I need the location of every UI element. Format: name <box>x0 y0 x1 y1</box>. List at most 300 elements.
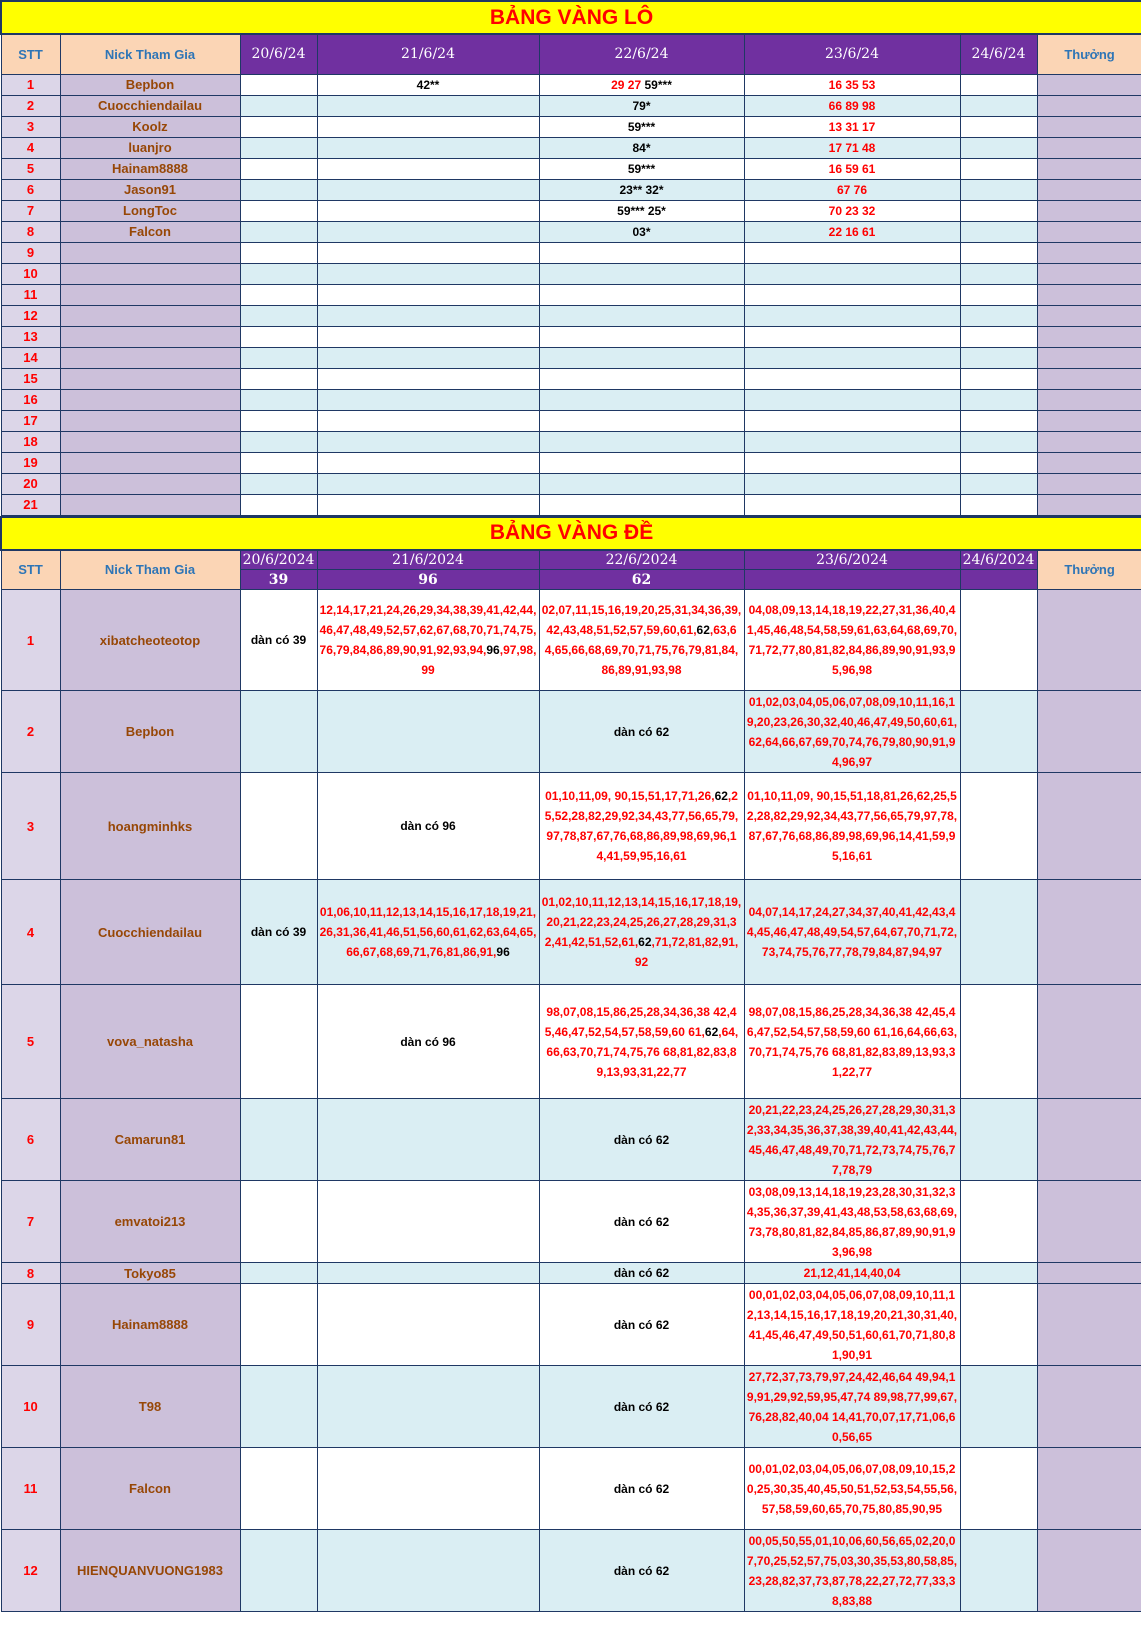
lo-header-date-3: 22/6/24 <box>539 34 744 74</box>
lo-row-stt: 4 <box>1 137 60 158</box>
de-row-date-1-cell <box>240 590 317 691</box>
de-row-thuong <box>1037 1284 1141 1366</box>
lo-row-date-5-cell <box>960 326 1037 347</box>
de-table <box>0 516 1141 1613</box>
lo-row-thuong <box>1037 284 1141 305</box>
lo-row-date-5-cell <box>960 431 1037 452</box>
lo-row-date-4-cell <box>744 137 960 158</box>
de-row-date-4-cell-text: 01,10,11,09, 90,15,51,18,81,26,62,25,52,28,82,29,92,34,43,77,56,65,79,97,78,87,67,76,68,86,89,98,69,96,14,41,59,95,16,61 <box>746 789 958 863</box>
lo-row-date-2-cell <box>317 95 539 116</box>
de-row-date-1-cell <box>240 1366 317 1448</box>
lo-row-nick: Falcon <box>60 221 240 242</box>
lo-row-date-1-cell <box>240 242 317 263</box>
de-result-4 <box>744 570 960 590</box>
de-row-stt: 2 <box>1 691 60 773</box>
de-table-row <box>1 1181 1141 1263</box>
de-table-row <box>1 1099 1141 1181</box>
lo-row-date-5-cell <box>960 284 1037 305</box>
lo-row-date-5-cell <box>960 473 1037 494</box>
lo-row-stt: 18 <box>1 431 60 452</box>
de-row-date-3-cell <box>539 773 744 880</box>
lo-row-date-2-cell <box>317 179 539 200</box>
de-row-date-3-cell-text: ,71,72,81,82,91,92 <box>634 935 739 969</box>
de-header-date-2: 21/6/2024 <box>317 550 539 570</box>
de-row-date-4-cell-text: 00,05,50,55,01,10,06,60,56,65,02,20,07,70,25,52,57,75,03,30,35,53,80,58,85,23,28,82,37,73,87,78,22,27,72,77,33,38,83,88 <box>746 1533 958 1608</box>
lo-row-date-3-cell <box>539 284 744 305</box>
lo-row-date-5-cell <box>960 242 1037 263</box>
lo-row-date-2-cell <box>317 137 539 158</box>
de-row-date-5-cell <box>960 1366 1037 1448</box>
de-row-date-2-cell-text: 12,14,17,21,24,26,29,34,38,39,41,42,44,46,47,48,49,52,57,62,67,68,70,71,74,75,76,79,84,86,89,90,91,92,93,94, <box>319 603 537 657</box>
lo-row-date-3-cell <box>539 179 744 200</box>
lo-row-date-5-cell <box>960 494 1037 515</box>
lo-row-nick: LongToc <box>60 200 240 221</box>
lo-row-date-1-cell <box>240 74 317 95</box>
de-table-row <box>1 590 1141 691</box>
de-row-date-5-cell <box>960 1530 1037 1612</box>
de-row-date-4-cell-text: 03,08,09,13,14,18,19,23,28,30,31,32,34,35,36,37,39,41,43,48,53,58,63,68,69,73,78,80,81,82,84,85,86,87,89,90,91,93,96,98 <box>746 1184 958 1259</box>
lo-table-row <box>1 179 1141 200</box>
de-header-stt: STT <box>1 550 60 590</box>
lo-row-date-4-cell <box>744 347 960 368</box>
de-row-date-3-cell-text: ,64,66,63,70,71,74,75,76 68,81,82,83,89,13,93,31,22,77 <box>546 1024 739 1079</box>
lo-row-date-4-cell <box>744 158 960 179</box>
de-row-date-1-cell <box>240 1263 317 1284</box>
lo-row-date-2-cell-text: 42** <box>416 77 440 92</box>
lo-row-nick <box>60 347 240 368</box>
lo-row-date-1-cell <box>240 431 317 452</box>
lo-row-thuong <box>1037 116 1141 137</box>
lo-row-thuong <box>1037 158 1141 179</box>
de-row-date-5-cell <box>960 691 1037 773</box>
lo-row-date-1-cell <box>240 410 317 431</box>
de-row-date-2-cell-text: dàn có 96 <box>400 1034 456 1049</box>
lo-row-date-2-cell <box>317 284 539 305</box>
de-row-date-4-cell <box>744 773 960 880</box>
lo-row-date-4-cell <box>744 95 960 116</box>
lo-table-row <box>1 368 1141 389</box>
de-row-date-4-cell <box>744 1181 960 1263</box>
de-row-thuong <box>1037 1448 1141 1530</box>
lo-row-thuong <box>1037 326 1141 347</box>
lo-header-thuong: Thưởng <box>1037 34 1141 74</box>
de-row-date-2-cell <box>317 1448 539 1530</box>
lo-row-date-5-cell <box>960 368 1037 389</box>
lo-table-row <box>1 221 1141 242</box>
lo-row-date-1-cell <box>240 347 317 368</box>
lo-title: BẢNG VÀNG LÔ <box>1 1 1141 34</box>
de-table-row <box>1 985 1141 1099</box>
lo-row-date-1-cell <box>240 389 317 410</box>
de-row-nick: Tokyo85 <box>60 1263 240 1284</box>
lo-row-date-3-cell <box>539 137 744 158</box>
lo-table-row <box>1 200 1141 221</box>
lo-table-row <box>1 158 1141 179</box>
de-row-date-4-cell-text: 21,12,41,14,40,04 <box>803 1266 901 1280</box>
lo-row-nick: Koolz <box>60 116 240 137</box>
de-row-date-2-cell <box>317 691 539 773</box>
de-row-date-4-cell <box>744 985 960 1099</box>
de-row-stt: 8 <box>1 1263 60 1284</box>
lo-row-date-3-cell-text: 59*** <box>627 161 656 176</box>
de-row-date-3-cell <box>539 1181 744 1263</box>
lo-row-date-3-cell <box>539 389 744 410</box>
de-row-date-4-cell <box>744 1448 960 1530</box>
lo-row-date-4-cell-text: 16 35 53 <box>828 77 876 92</box>
lo-row-date-2-cell <box>317 347 539 368</box>
lo-row-date-1-cell <box>240 305 317 326</box>
lo-row-stt: 6 <box>1 179 60 200</box>
de-row-thuong <box>1037 1366 1141 1448</box>
de-row-stt: 11 <box>1 1448 60 1530</box>
de-row-thuong <box>1037 691 1141 773</box>
lo-row-thuong <box>1037 179 1141 200</box>
lo-row-date-4-cell <box>744 242 960 263</box>
de-row-thuong <box>1037 590 1141 691</box>
lo-row-date-2-cell <box>317 410 539 431</box>
lo-row-date-1-cell <box>240 137 317 158</box>
de-row-date-1-cell <box>240 1530 317 1612</box>
lo-header-date-4: 23/6/24 <box>744 34 960 74</box>
lo-row-date-5-cell <box>960 389 1037 410</box>
lo-row-date-5-cell <box>960 347 1037 368</box>
lo-row-nick <box>60 368 240 389</box>
de-row-date-2-cell <box>317 773 539 880</box>
de-row-stt: 10 <box>1 1366 60 1448</box>
lo-row-nick <box>60 242 240 263</box>
de-table-row <box>1 1366 1141 1448</box>
lo-row-date-2-cell <box>317 263 539 284</box>
lo-row-date-2-cell <box>317 368 539 389</box>
lo-row-date-3-cell-text: 59*** <box>627 119 656 134</box>
lo-row-date-2-cell <box>317 305 539 326</box>
lo-row-nick <box>60 473 240 494</box>
lo-row-date-5-cell <box>960 305 1037 326</box>
lo-row-date-3-cell-text: 59*** 25* <box>617 203 666 218</box>
lo-row-stt: 9 <box>1 242 60 263</box>
lo-row-date-5-cell <box>960 74 1037 95</box>
lo-row-nick: Jason91 <box>60 179 240 200</box>
lo-row-date-3-cell-text: 84* <box>632 140 651 155</box>
de-row-date-1-cell <box>240 880 317 985</box>
lo-row-stt: 21 <box>1 494 60 515</box>
lo-row-date-1-cell <box>240 326 317 347</box>
lo-row-date-3-cell <box>539 494 744 515</box>
lo-row-thuong <box>1037 368 1141 389</box>
de-row-date-4-cell <box>744 1284 960 1366</box>
lo-row-date-4-cell <box>744 473 960 494</box>
lo-row-date-5-cell <box>960 116 1037 137</box>
lo-row-date-5-cell <box>960 158 1037 179</box>
lo-row-date-4-cell-text: 70 23 32 <box>828 203 876 218</box>
lo-row-date-3-cell <box>539 347 744 368</box>
lo-row-date-5-cell <box>960 179 1037 200</box>
lo-row-date-1-cell <box>240 95 317 116</box>
de-row-stt: 9 <box>1 1284 60 1366</box>
lo-row-date-3-cell <box>539 116 744 137</box>
lo-row-date-3-cell-text: 59*** <box>644 77 672 92</box>
lo-row-date-1-cell <box>240 494 317 515</box>
de-row-date-5-cell <box>960 1099 1037 1181</box>
de-row-thuong <box>1037 985 1141 1099</box>
de-table-row <box>1 1448 1141 1530</box>
lo-row-date-3-cell <box>539 263 744 284</box>
lo-row-date-4-cell <box>744 221 960 242</box>
lo-row-date-5-cell <box>960 137 1037 158</box>
de-row-date-2-cell-text: 96 <box>486 643 500 657</box>
de-row-date-3-cell-text: dàn có 62 <box>613 1266 670 1280</box>
lo-row-date-1-cell <box>240 368 317 389</box>
de-row-date-2-cell <box>317 985 539 1099</box>
de-row-nick: vova_natasha <box>60 985 240 1099</box>
de-row-date-3-cell <box>539 1448 744 1530</box>
de-row-date-3-cell-text: dàn có 62 <box>613 1563 670 1578</box>
de-row-date-3-cell <box>539 1099 744 1181</box>
lo-table-row <box>1 494 1141 515</box>
de-row-date-1-cell <box>240 1448 317 1530</box>
de-result-1: 39 <box>240 570 317 590</box>
de-row-date-4-cell <box>744 1263 960 1284</box>
de-row-date-1-cell <box>240 1284 317 1366</box>
de-row-date-2-cell-text: 01,06,10,11,12,13,14,15,16,17,18,19,21,26,31,36,41,46,51,56,60,61,62,63,64,65,66,67,68,69,71,76,81,86,91, <box>319 905 537 959</box>
lo-row-date-1-cell <box>240 221 317 242</box>
de-row-date-3-cell <box>539 985 744 1099</box>
lo-row-date-4-cell <box>744 368 960 389</box>
de-row-stt: 12 <box>1 1530 60 1612</box>
lo-row-nick <box>60 263 240 284</box>
de-row-nick: Camarun81 <box>60 1099 240 1181</box>
lo-row-date-4-cell <box>744 389 960 410</box>
de-row-date-4-cell-text: 04,08,09,13,14,18,19,22,27,31,36,40,41,45,46,48,54,58,59,61,63,64,68,69,70,71,72,77,80,81,82,84,86,89,90,91,93,95,96,98 <box>746 603 958 677</box>
lo-table-row <box>1 305 1141 326</box>
lo-table-row <box>1 431 1141 452</box>
de-table-row <box>1 773 1141 880</box>
lo-row-stt: 14 <box>1 347 60 368</box>
lo-row-date-3-cell-text: 79* <box>632 98 651 113</box>
de-row-date-2-cell <box>317 1284 539 1366</box>
lo-row-date-4-cell <box>744 452 960 473</box>
de-row-thuong <box>1037 880 1141 985</box>
lo-row-nick: Cuocchiendailau <box>60 95 240 116</box>
de-row-date-3-cell <box>539 1366 744 1448</box>
de-row-date-3-cell-text: dàn có 62 <box>613 1399 670 1414</box>
lo-header-date-2: 21/6/24 <box>317 34 539 74</box>
lo-row-date-1-cell <box>240 179 317 200</box>
lo-row-nick: Bepbon <box>60 74 240 95</box>
de-row-date-5-cell <box>960 590 1037 691</box>
lo-row-thuong <box>1037 473 1141 494</box>
lo-row-date-3-cell <box>539 410 744 431</box>
de-row-date-4-cell-text: 98,07,08,15,86,25,28,34,36,38 42,45,46,47,52,54,57,58,59,60 61,16,64,66,63,70,71,74,75,76 68,81,82,83,89,13,93,31,22,77 <box>746 1004 958 1079</box>
lo-row-date-2-cell <box>317 74 539 95</box>
lo-table-row <box>1 473 1141 494</box>
lo-row-date-5-cell <box>960 221 1037 242</box>
lo-table-row <box>1 116 1141 137</box>
de-row-date-2-cell <box>317 1099 539 1181</box>
de-row-stt: 5 <box>1 985 60 1099</box>
lo-row-stt: 8 <box>1 221 60 242</box>
lo-row-date-5-cell <box>960 263 1037 284</box>
de-row-nick: Hainam8888 <box>60 1284 240 1366</box>
lo-row-date-2-cell <box>317 158 539 179</box>
lo-row-stt: 17 <box>1 410 60 431</box>
lo-table-row <box>1 284 1141 305</box>
lo-row-thuong <box>1037 74 1141 95</box>
lo-row-date-3-cell <box>539 473 744 494</box>
lo-row-date-2-cell <box>317 326 539 347</box>
de-row-date-5-cell <box>960 1284 1037 1366</box>
de-row-stt: 7 <box>1 1181 60 1263</box>
de-row-stt: 3 <box>1 773 60 880</box>
lo-row-thuong <box>1037 389 1141 410</box>
de-row-date-1-cell <box>240 691 317 773</box>
de-row-date-3-cell-text: dàn có 62 <box>613 1317 670 1332</box>
lo-row-date-4-cell <box>744 410 960 431</box>
de-row-date-3-cell <box>539 1530 744 1612</box>
lo-row-stt: 2 <box>1 95 60 116</box>
lo-row-date-4-cell <box>744 305 960 326</box>
de-row-date-3-cell <box>539 590 744 691</box>
lo-row-date-4-cell-text: 17 71 48 <box>828 140 876 155</box>
lo-row-stt: 1 <box>1 74 60 95</box>
lo-row-date-4-cell-text: 13 31 17 <box>828 119 876 134</box>
lo-row-date-3-cell <box>539 242 744 263</box>
de-row-date-2-cell <box>317 1263 539 1284</box>
lo-row-date-1-cell <box>240 200 317 221</box>
lo-row-thuong <box>1037 431 1141 452</box>
lo-header-date-1: 20/6/24 <box>240 34 317 74</box>
lo-row-date-4-cell <box>744 431 960 452</box>
lo-row-date-3-cell <box>539 368 744 389</box>
lo-table-row <box>1 242 1141 263</box>
de-header-thuong: Thưởng <box>1037 550 1141 590</box>
lo-row-date-3-cell <box>539 431 744 452</box>
de-table-row <box>1 1284 1141 1366</box>
lo-row-date-4-cell-text: 67 76 <box>836 182 868 197</box>
de-header-date-1: 20/6/2024 <box>240 550 317 570</box>
lo-row-date-4-cell-text: 16 59 61 <box>828 161 876 176</box>
lo-row-date-3-cell <box>539 158 744 179</box>
lo-row-date-3-cell <box>539 326 744 347</box>
lo-row-date-5-cell <box>960 410 1037 431</box>
de-row-nick: Cuocchiendailau <box>60 880 240 985</box>
lo-row-date-3-cell <box>539 95 744 116</box>
de-header-nick: Nick Tham Gia <box>60 550 240 590</box>
de-row-date-3-cell-text: dàn có 62 <box>613 1481 670 1496</box>
lo-row-thuong <box>1037 494 1141 515</box>
de-row-date-3-cell <box>539 1284 744 1366</box>
lo-row-nick <box>60 326 240 347</box>
lo-row-date-2-cell <box>317 494 539 515</box>
de-row-date-3-cell <box>539 691 744 773</box>
de-row-date-3-cell-text: 01,02,10,11,12,13,14,15,16,17,18,19,20,21,22,23,24,25,26,27,28,29,31,32,41,42,51,52,61, <box>541 895 742 949</box>
de-row-date-2-cell <box>317 1530 539 1612</box>
de-row-date-5-cell <box>960 985 1037 1099</box>
lo-row-nick <box>60 305 240 326</box>
lo-header-stt: STT <box>1 34 60 74</box>
de-row-thuong <box>1037 773 1141 880</box>
de-header-date-5: 24/6/2024 <box>960 550 1037 570</box>
lo-table <box>0 0 1141 516</box>
de-title: BẢNG VÀNG ĐỀ <box>1 517 1141 550</box>
lo-table-row <box>1 389 1141 410</box>
de-row-date-3-cell-text: 62 <box>638 935 652 949</box>
lo-row-stt: 7 <box>1 200 60 221</box>
de-row-date-3-cell-text: dàn có 62 <box>613 724 670 739</box>
de-row-date-1-cell-text: dàn có 39 <box>250 633 307 647</box>
lo-row-nick <box>60 410 240 431</box>
de-row-date-2-cell-text: ,97,98,99 <box>421 643 537 677</box>
de-row-date-3-cell-text: 62 <box>696 623 710 637</box>
lo-row-thuong <box>1037 242 1141 263</box>
lo-row-date-4-cell <box>744 179 960 200</box>
de-table-row <box>1 691 1141 773</box>
lo-row-date-4-cell <box>744 284 960 305</box>
lo-row-stt: 16 <box>1 389 60 410</box>
de-row-date-1-cell <box>240 1099 317 1181</box>
lo-row-date-2-cell <box>317 452 539 473</box>
lo-row-stt: 11 <box>1 284 60 305</box>
de-row-thuong <box>1037 1263 1141 1284</box>
de-row-nick: Falcon <box>60 1448 240 1530</box>
de-row-date-5-cell <box>960 1263 1037 1284</box>
lo-row-date-3-cell-text: 23** 32* <box>619 182 664 197</box>
de-row-date-3-cell-text: 98,07,08,15,86,25,28,34,36,38 42,45,46,47,52,54,57,58,59,60 61, <box>544 1004 737 1039</box>
de-row-date-4-cell <box>744 880 960 985</box>
de-row-date-3-cell-text: ,63,64,65,66,68,69,70,71,75,76,79,81,84,86,89,91,93,98 <box>544 623 739 677</box>
lo-row-thuong <box>1037 305 1141 326</box>
lo-row-date-3-cell-text: 29 27 <box>611 77 645 92</box>
de-header-date-3: 22/6/2024 <box>539 550 744 570</box>
de-row-date-4-cell <box>744 1099 960 1181</box>
de-row-thuong <box>1037 1099 1141 1181</box>
lo-row-date-1-cell <box>240 473 317 494</box>
de-row-date-4-cell-text: 00,01,02,03,04,05,06,07,08,09,10,15,20,25,30,35,40,45,50,51,52,53,54,55,56,57,58,59,60,65,70,75,80,85,90,95 <box>746 1461 958 1516</box>
lo-row-date-3-cell <box>539 452 744 473</box>
lo-row-date-1-cell <box>240 158 317 179</box>
lo-row-date-2-cell <box>317 242 539 263</box>
lo-table-row <box>1 410 1141 431</box>
lo-table-row <box>1 74 1141 95</box>
de-result-3: 62 <box>539 570 744 590</box>
de-row-date-4-cell-text: 04,07,14,17,24,27,34,37,40,41,42,43,44,45,46,47,48,49,54,57,64,67,70,71,72,73,74,75,76,77,78,79,84,87,94,97 <box>746 905 958 959</box>
lo-row-date-2-cell <box>317 473 539 494</box>
de-row-date-3-cell-text: dàn có 62 <box>613 1132 670 1147</box>
lo-row-date-4-cell <box>744 200 960 221</box>
de-row-stt: 1 <box>1 590 60 691</box>
lo-row-date-2-cell <box>317 200 539 221</box>
lo-row-thuong <box>1037 263 1141 284</box>
lo-row-stt: 19 <box>1 452 60 473</box>
lo-row-date-3-cell-text: 03* <box>632 224 651 239</box>
de-row-date-4-cell-text: 01,02,03,04,05,06,07,08,09,10,11,16,19,20,23,26,30,32,40,46,47,49,50,60,61,62,64,66,67,69,70,74,76,79,80,90,91,94,96,97 <box>746 694 958 769</box>
lo-row-thuong <box>1037 95 1141 116</box>
lo-table-row <box>1 95 1141 116</box>
lo-row-date-4-cell <box>744 74 960 95</box>
lo-row-date-1-cell <box>240 284 317 305</box>
de-row-nick: T98 <box>60 1366 240 1448</box>
lo-row-stt: 10 <box>1 263 60 284</box>
de-row-nick: emvatoi213 <box>60 1181 240 1263</box>
de-row-nick: Bepbon <box>60 691 240 773</box>
de-table-row <box>1 1263 1141 1284</box>
lo-header-nick: Nick Tham Gia <box>60 34 240 74</box>
de-row-date-3-cell <box>539 880 744 985</box>
lo-row-date-1-cell <box>240 263 317 284</box>
lo-row-nick: luanjro <box>60 137 240 158</box>
lo-row-date-2-cell <box>317 431 539 452</box>
lo-row-date-2-cell <box>317 389 539 410</box>
